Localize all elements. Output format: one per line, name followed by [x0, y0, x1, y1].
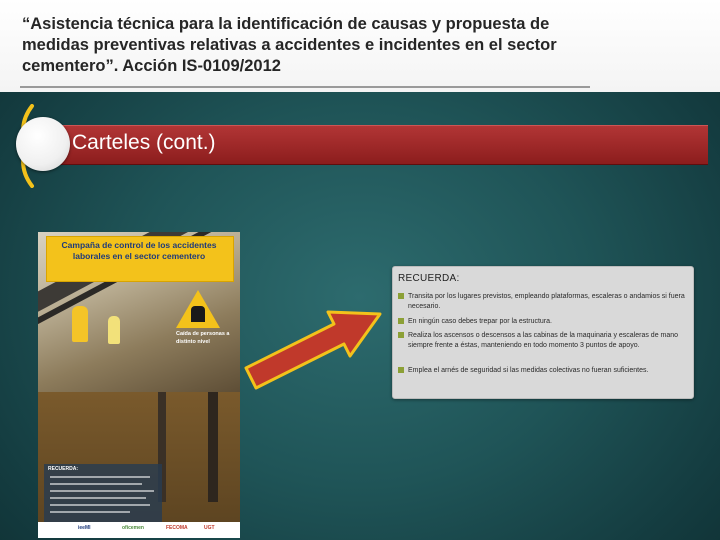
poster-caption: Caída de personas a distinto nivel: [176, 331, 230, 345]
logo: UGT: [204, 525, 215, 531]
arrow-icon: [238, 290, 398, 400]
poster-header: Campaña de control de los accidentes laborales en el sector cementero: [61, 240, 217, 261]
logo: FECOMA: [166, 525, 188, 531]
campaign-poster: [38, 232, 240, 538]
list-item-text: Transita por los lugares previstos, empleando plataformas, escaleras o andamios si fuera necesario.: [408, 293, 685, 311]
structure-beam: [208, 392, 218, 502]
title-divider: [20, 86, 590, 88]
list-item-text: Realiza los ascensos o descensos a las cabinas de la maquinaria y escaleras de mano siempre frente a éstas, manteniendo en todo momento 3 puntos de apoyo.: [408, 332, 679, 350]
poster-reminder-line: [50, 504, 150, 506]
poster-reminder-line: [50, 476, 150, 478]
logo: oficemen: [122, 525, 144, 531]
poster-reminder-box: [44, 464, 162, 524]
poster-reminder-title: RECUERDA:: [48, 466, 78, 472]
logo: ieeMI: [78, 525, 91, 531]
poster-logo-strip: [38, 522, 240, 538]
checkbox-bullet-icon: [398, 332, 404, 338]
checkbox-bullet-icon: [398, 318, 404, 324]
falling-person-icon: [191, 306, 205, 322]
worker-figure: [72, 306, 88, 342]
worker-figure: [108, 316, 120, 344]
section-title: Carteles (cont.): [72, 131, 216, 154]
poster-reminder-line: [50, 483, 142, 485]
list-item-text: En ningún caso debes trepar por la estructura.: [408, 318, 552, 325]
poster-reminder-line: [50, 490, 154, 492]
list-item-text: Emplea el arnés de seguridad si las medidas colectivas no fueran suficientes.: [408, 367, 649, 374]
section-circle-icon: [16, 117, 70, 171]
poster-reminder-line: [50, 511, 130, 513]
checkbox-bullet-icon: [398, 367, 404, 373]
poster-reminder-line: [50, 497, 146, 499]
checkbox-bullet-icon: [398, 293, 404, 299]
callout-title: RECUERDA:: [398, 273, 460, 284]
slide-title: “Asistencia técnica para la identificación de causas y propuesta de medidas preventivas relativas a accidentes e incidentes en el sector cementero”. Acción IS-0109/2012: [22, 15, 557, 75]
